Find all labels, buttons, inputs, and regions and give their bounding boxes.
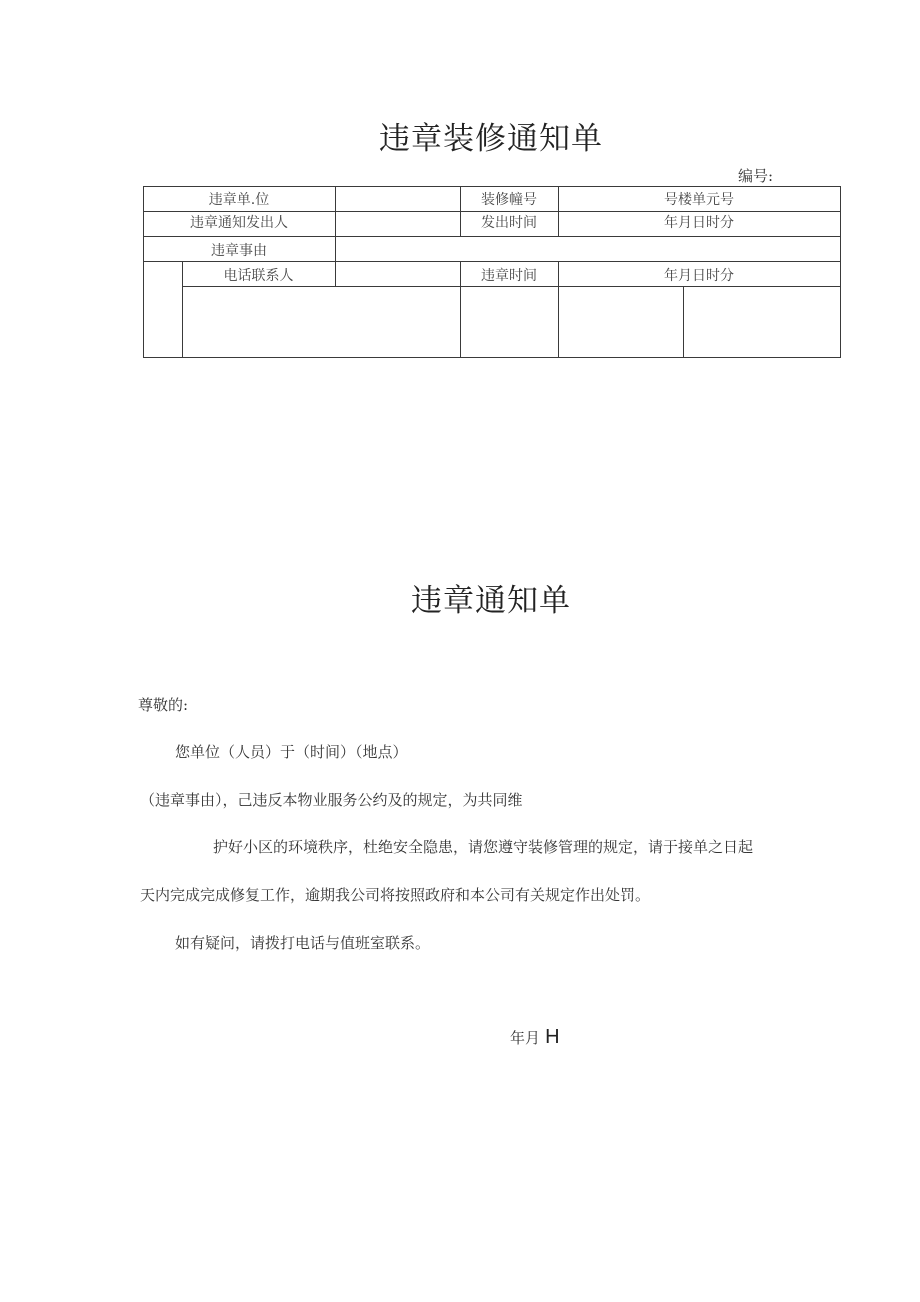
date-prefix: 年月 [510, 1029, 541, 1047]
notice2-title: 违章通知单 [411, 583, 571, 619]
notice1-title: 违章装修通知单 [379, 121, 603, 157]
notice-line-5: 如有疑问，请拨打电话与值班室联系。 [175, 934, 431, 952]
issue-time-value: 年月日时分 [664, 215, 734, 231]
contact-label: 电话联系人 [223, 268, 294, 284]
notice-line-1: 您单位（人员）于（时间）（地点） [175, 743, 408, 761]
reason-label: 违章事由 [211, 243, 267, 259]
issuer-label: 违章通知发出人 [190, 215, 288, 231]
notice-line-2: （违章事由），己违反本物业服务公约及的规定，为共同维 [140, 791, 523, 809]
date-line [510, 1026, 560, 1049]
date-suffix: H [545, 1026, 560, 1048]
room-value: 号楼单元号 [664, 192, 734, 208]
notice-line-3: 护好小区的环境秩序，杜绝安全隐患，请您遵守装修管理的规定，请于接单之日起 [213, 838, 754, 856]
notice-line-4: 天内完成完成修复工作，逾期我公司将按照政府和本公司有关规定作出处罚。 [140, 886, 651, 904]
violation-time-label: 违章时间 [481, 268, 537, 284]
serial-number-label: 编号: [738, 167, 774, 185]
issue-time-label: 发出时间 [481, 215, 537, 231]
room-label: 装修幢号 [481, 192, 537, 208]
violation-time-value: 年月日时分 [664, 268, 734, 284]
salutation: 尊敬的: [138, 696, 189, 714]
unit-label: 违章单.位 [208, 192, 270, 208]
